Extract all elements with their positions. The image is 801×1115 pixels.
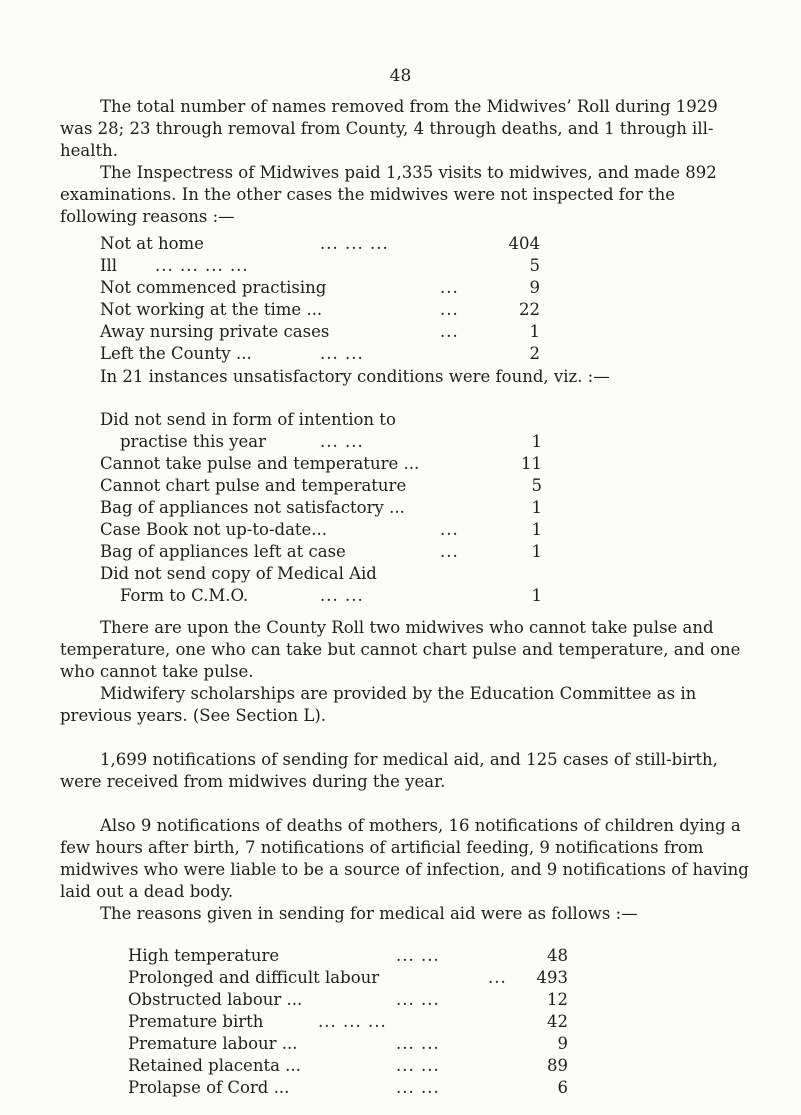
row-value: 1: [529, 322, 540, 341]
table-row: [100, 409, 542, 453]
row-value: 1: [531, 432, 542, 451]
leader-dots: ...: [440, 322, 459, 341]
row-value: 48: [547, 946, 568, 965]
table-row: [128, 989, 568, 1011]
row-value: 9: [557, 1034, 568, 1053]
row-value: 5: [529, 256, 540, 275]
unsatisfactory-table: [100, 409, 542, 607]
leader-dots: ... ...: [320, 432, 364, 451]
row-label: Cannot take pulse and temperature ...: [100, 454, 420, 473]
table-row: [100, 299, 540, 321]
leader-dots: ... ...: [396, 990, 440, 1009]
leader-dots: ...: [440, 278, 459, 297]
table-row: [100, 563, 542, 607]
row-label: Away nursing private cases: [100, 322, 330, 341]
table-row: [100, 321, 540, 343]
table-row: [100, 475, 542, 497]
row-label: Prolapse of Cord ...: [128, 1078, 290, 1097]
table-row: [100, 453, 542, 475]
row-label: Not working at the time ...: [100, 300, 323, 319]
leader-dots: ...: [440, 520, 459, 539]
row-label: Did not send in form of intention to: [100, 410, 396, 429]
table-row: [128, 967, 568, 989]
row-label: Obstructed labour ...: [128, 990, 303, 1009]
table-row: [100, 277, 540, 299]
row-value: 2: [529, 344, 540, 363]
paragraph-names-removed: The total number of names removed from the Midwives’ Roll during 1929 was 28; 23 through removal from County, 4 through deaths, and 1 through ill-health.: [60, 97, 718, 160]
leader-dots: ...: [440, 542, 459, 561]
paragraph-inspectress-visits: The Inspectress of Midwives paid 1,335 visits to midwives, and made 892 examinations. In the other cases the midwives were not inspected for the following reasons :—: [60, 163, 717, 226]
row-value: 404: [508, 234, 540, 253]
table-row: [128, 1077, 568, 1099]
row-value: 42: [547, 1012, 568, 1031]
row-label: Cannot chart pulse and temperature: [100, 476, 407, 495]
table-row: [100, 343, 540, 365]
row-value: 6: [557, 1078, 568, 1097]
row-value: 12: [547, 990, 568, 1009]
paragraph-scholarships: Midwifery scholarships are provided by the Education Committee as in previous years. (See Section L).: [60, 684, 697, 725]
row-value: 1: [531, 498, 542, 517]
medical-aid-reasons-table: [128, 945, 568, 1099]
leader-dots: ... ...: [320, 344, 364, 363]
leader-dots: ... ...: [396, 1078, 440, 1097]
row-label: Bag of appliances left at case: [100, 542, 346, 561]
row-value: 1: [531, 586, 542, 605]
table-row: [128, 1055, 568, 1077]
row-label: Premature labour ...: [128, 1034, 298, 1053]
row-value: 9: [529, 278, 540, 297]
row-value: 11: [521, 454, 542, 473]
table-row: [100, 255, 540, 277]
page-number: 48: [389, 66, 412, 86]
paragraph-county-roll: There are upon the County Roll two midwives who cannot take pulse and temperature, one who can take but cannot chart pulse and temperature, and one who cannot take pulse.: [60, 618, 741, 681]
row-value: 5: [531, 476, 542, 495]
row-value: 493: [536, 968, 568, 987]
row-label: Did not send copy of Medical Aid: [100, 564, 377, 583]
table-row: [100, 233, 540, 255]
leader-dots: ... ...: [320, 586, 364, 605]
table-row: [128, 1033, 568, 1055]
row-value: 1: [531, 520, 542, 539]
row-label: Ill: [100, 256, 118, 275]
row-label-continuation: Form to C.M.O.: [120, 586, 249, 605]
leader-dots: ... ... ... ...: [155, 256, 249, 275]
row-label-continuation: practise this year: [120, 432, 266, 451]
row-label: Bag of appliances not satisfactory ...: [100, 498, 405, 517]
row-label: Premature birth: [128, 1012, 264, 1031]
paragraph-unsatisfactory-conditions: In 21 instances unsatisfactory conditions were found, viz. :—: [100, 367, 610, 386]
leader-dots: ...: [488, 968, 507, 987]
leader-dots: ... ...: [396, 946, 440, 965]
leader-dots: ... ...: [396, 1034, 440, 1053]
row-label: Left the County ...: [100, 344, 252, 363]
table-row: [128, 945, 568, 967]
leader-dots: ...: [440, 300, 459, 319]
paragraph-deaths: Also 9 notifications of deaths of mothers, 16 notifications of children dying a few hours after birth, 7 notifications of artificial feeding, 9 notifications from midwives who were liable to be a source of infection, and 9 notifications of having laid out a dead body.: [60, 816, 749, 901]
table-row: [100, 541, 542, 563]
leader-dots: ... ...: [396, 1056, 440, 1075]
table-row: [128, 1011, 568, 1033]
paragraph-notifications: 1,699 notifications of sending for medical aid, and 125 cases of still-birth, were received from midwives during the year.: [60, 750, 718, 791]
row-value: 89: [547, 1056, 568, 1075]
row-label: Not at home: [100, 234, 204, 253]
table-row: [100, 497, 542, 519]
row-label: High temperature: [128, 946, 280, 965]
table-row: [100, 519, 542, 541]
row-value: 1: [531, 542, 542, 561]
not-inspected-table: [100, 233, 540, 365]
row-label: Retained placenta ...: [128, 1056, 301, 1075]
leader-dots: ... ... ...: [320, 234, 389, 253]
row-label: Prolonged and difficult labour: [128, 968, 380, 987]
row-label: Case Book not up-to-date...: [100, 520, 328, 539]
paragraph-reasons: The reasons given in sending for medical aid were as follows :—: [100, 904, 638, 923]
row-value: 22: [519, 300, 540, 319]
leader-dots: ... ... ...: [318, 1012, 387, 1031]
row-label: Not commenced practising: [100, 278, 327, 297]
